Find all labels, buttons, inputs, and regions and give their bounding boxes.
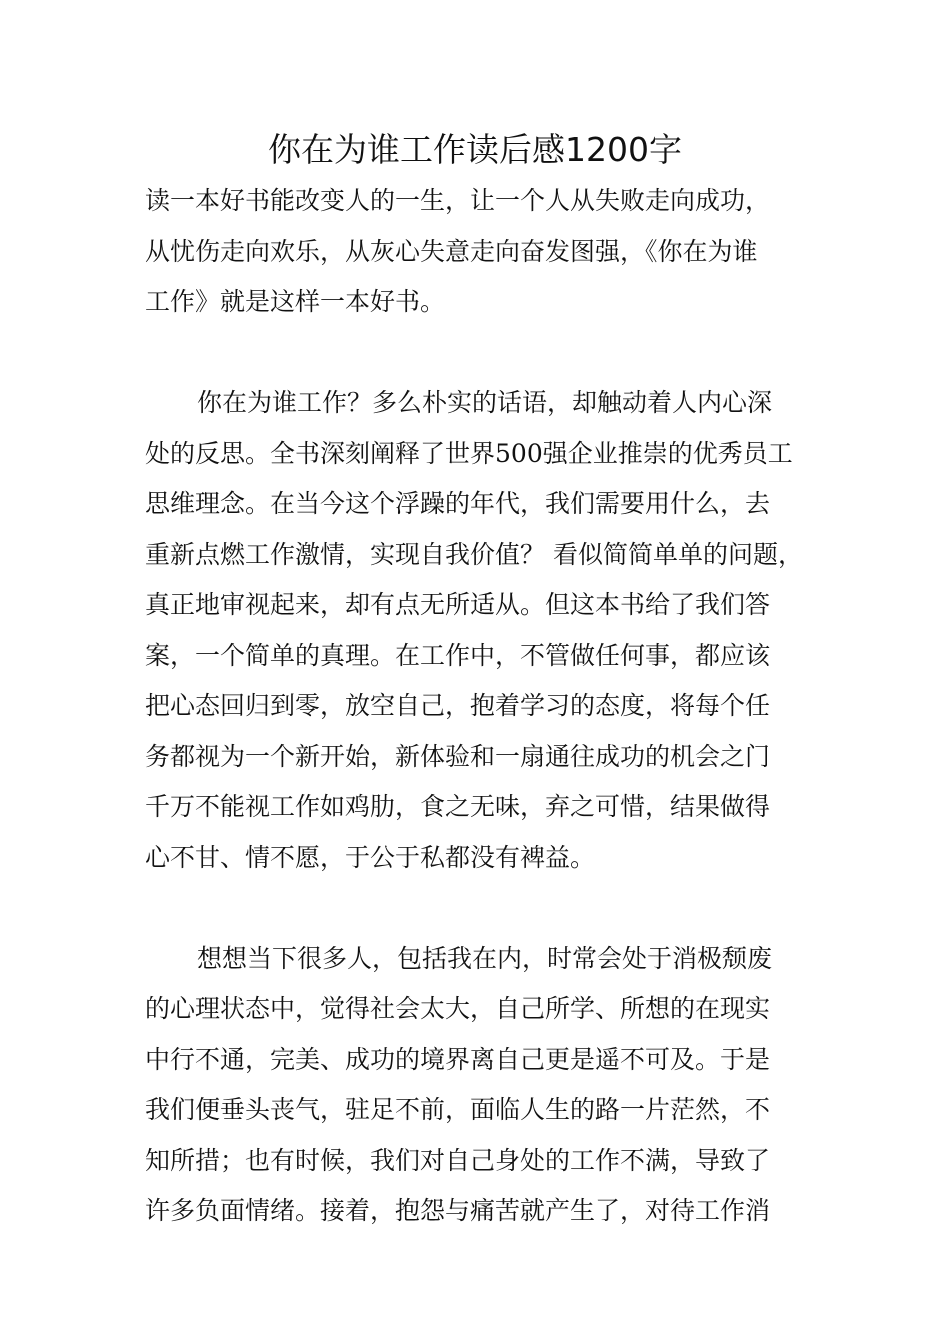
text-line: 处的反思。全书深刻阐释了世界500强企业推崇的优秀员工 [145, 438, 793, 468]
paragraph-gap [145, 883, 815, 934]
text-line: 想想当下很多人，包括我在内，时常会处于消极颓废 [197, 943, 773, 973]
text-line: 知所措；也有时候，我们对自己身处的工作不满，导致了 [145, 1145, 771, 1175]
text-line: 案，一个简单的真理。在工作中，不管做任何事，都应该 [145, 640, 771, 670]
paragraph-2 [145, 378, 815, 883]
document-body [145, 176, 815, 1237]
text-line: 你在为谁工作？多么朴实的话语，却触动着人内心深 [197, 388, 773, 417]
text-line: 把心态回归到零，放空自己，抱着学习的态度，将每个任 [145, 691, 771, 720]
text-line: 务都视为一个新开始，新体验和一扇通往成功的机会之门 [145, 741, 771, 771]
text-line: 思维理念。在当今这个浮躁的年代，我们需要用什么，去 [145, 489, 771, 518]
text-line: 中行不通，完美、成功的境界离自己更是遥不可及。于是 [145, 1044, 771, 1074]
text-line: 重新点燃工作激情，实现自我价值？ 看似简简单单的问题， [145, 539, 803, 569]
text-line: 许多负面情绪。接着，抱怨与痛苦就产生了，对待工作消 [145, 1196, 771, 1225]
text-line: 的心理状态中，觉得社会太大，自己所学、所想的在现实 [145, 994, 771, 1023]
text-line: 心不甘、情不愿，于公于私都没有裨益。 [145, 842, 596, 872]
text-line: 读一本好书能改变人的一生，让一个人从失败走向成功， [145, 186, 771, 215]
paragraph-3 [145, 934, 815, 1237]
text-line: 我们便垂头丧气，驻足不前，面临人生的路一片茫然，不 [145, 1095, 771, 1124]
document-title: 你在为谁工作读后感1200字 [268, 130, 682, 169]
paragraph-1 [145, 176, 815, 328]
text-line: 从忧伤走向欢乐，从灰心失意走向奋发图强，《你在为谁 [145, 236, 758, 266]
text-line: 千万不能视工作如鸡肋，食之无味，弃之可惜，结果做得 [145, 792, 771, 821]
text-line: 工作》就是这样一本好书。 [145, 287, 446, 316]
text-line: 真正地审视起来，却有点无所适从。但这本书给了我们答 [145, 590, 771, 619]
paragraph-gap [145, 328, 815, 379]
